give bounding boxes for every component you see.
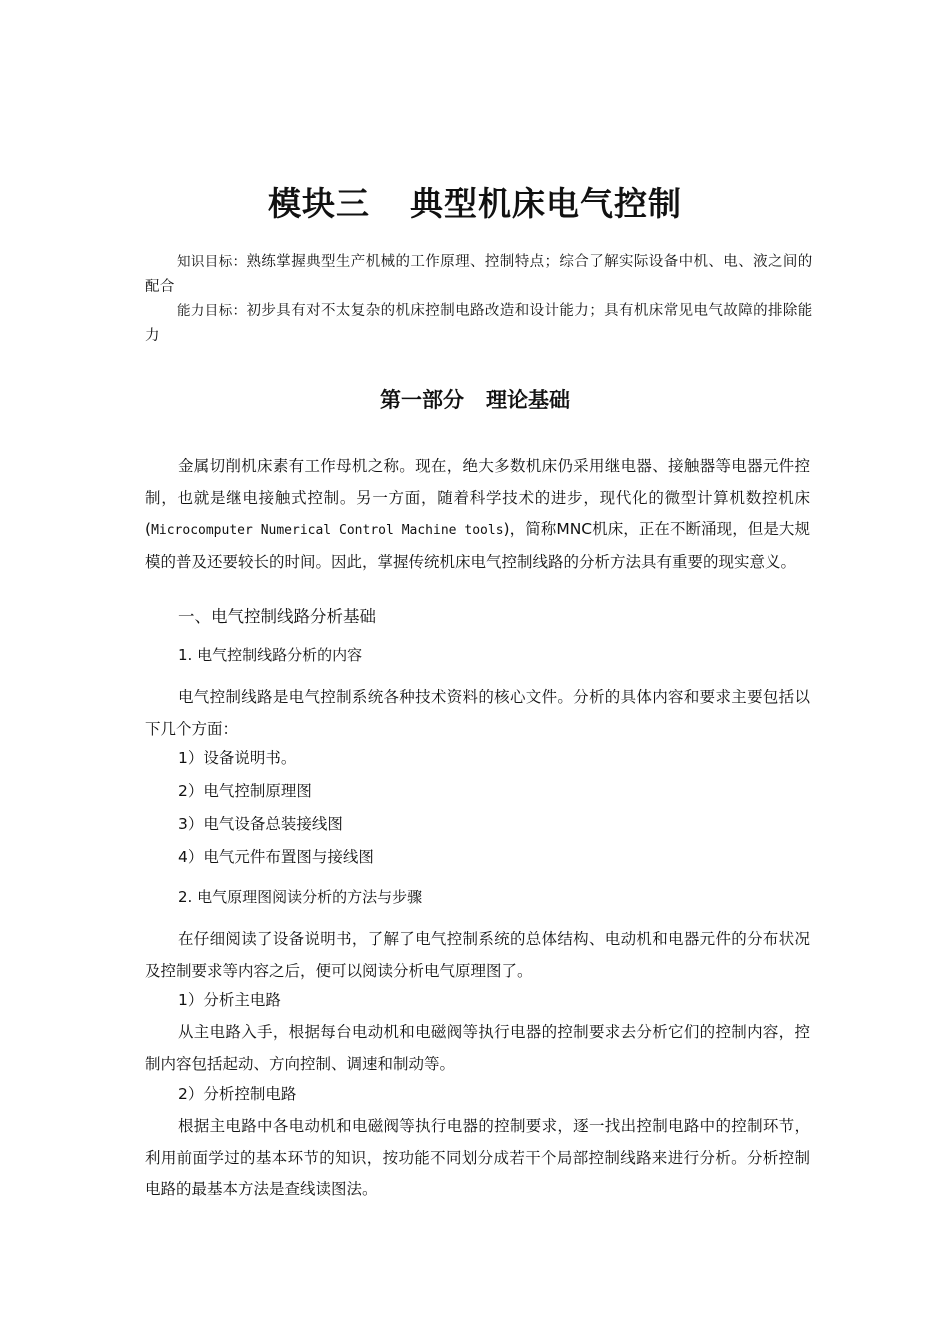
subsection-1-title: 电气控制线路分析的内容 [197,646,363,664]
section-heading: 一、电气控制线路分析基础 [178,607,376,626]
step-two-paragraph: 根据主电路中各电动机和电磁阀等执行电器的控制要求，逐一找出控制电路中的控制环节，利用前面学过的基本环节的知识，按功能不同划分成若干个局部控制线路来进行分析。分析控制电路的最基本方法是查线读图法。 [145,1117,810,1198]
subsection-2-title: 电气原理图阅读分析的方法与步骤 [197,888,423,906]
module-name: 典型机床电气控制 [410,184,682,223]
list-item: 1）设备说明书。 [178,749,297,767]
knowledge-goal-text: 熟练掌握典型生产机械的工作原理、控制特点；综合了解实际设备中机、电、液之间的配合 [145,254,813,295]
list-item: 2）电气控制原理图 [178,782,312,800]
part-title [0,384,950,414]
step-one-label: 1）分析主电路 [178,991,281,1009]
intro-text-1: 金属切削机床素有工作母机之称。现在，绝大多数机床仍采用继电器、接触器等电器元件控制，也就是继电接触式控制。另一方面，随着科学技术的进步，现代化的微型计算机数控机床( [145,457,810,538]
part-name: 理论基础 [486,388,570,412]
module-number: 模块三 [268,184,370,223]
module-title [0,178,950,225]
intro-paragraph [145,451,810,578]
method-paragraph: 在仔细阅读了设备说明书，了解了电气控制系统的总体结构、电动机和电器元件的分布状况及控制要求等内容之后，便可以阅读分析电气原理图了。 [145,930,810,980]
knowledge-goal-label: 知识目标： [177,254,247,270]
list-item: 4）电气元件布置图与接线图 [178,848,374,866]
intro-english-term: Microcomputer Numerical Control Machine tools [151,523,504,538]
list-item: 3）电气设备总装接线图 [178,815,343,833]
subsection-2-number: 2. [178,888,193,906]
subsection-heading-1 [178,643,362,667]
content-paragraph: 电气控制线路是电气控制系统各种技术资料的核心文件。分析的具体内容和要求主要包括以下几个方面： [145,688,810,738]
ability-goal-text: 初步具有对不太复杂的机床控制电路改造和设计能力；具有机床常见电气故障的排除能力 [145,303,813,344]
knowledge-goal [145,250,825,300]
step-two-label: 2）分析控制电路 [178,1085,297,1103]
ability-goal-label: 能力目标： [177,303,247,319]
step-one-paragraph: 从主电路入手，根据每台电动机和电磁阀等执行电器的控制要求去分析它们的控制内容，控制内容包括起动、方向控制、调速和制动等。 [145,1023,810,1073]
ability-goal [145,299,825,349]
subsection-1-number: 1. [178,646,193,664]
part-number: 第一部分 [380,388,464,412]
subsection-heading-2 [178,885,422,909]
intro-text-2: )，简称MNC机床，正在不断涌现，但是大规模的普及还要较长的时间。因此，掌握传统机床电气控制线路的分析方法具有重要的现实意义。 [145,520,810,571]
